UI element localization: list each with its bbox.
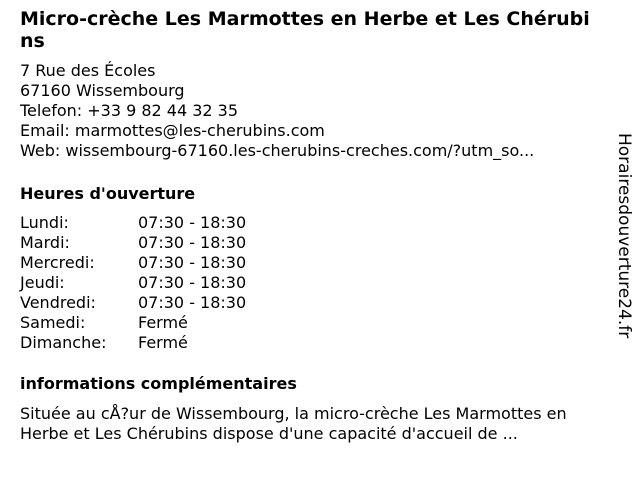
day-hours: Fermé: [138, 333, 188, 352]
address-block: [20, 61, 600, 161]
listing-title: Micro-crèche Les Marmottes en Herbe et Les Chérubins: [20, 8, 590, 52]
hours-row-tuesday: [20, 233, 246, 253]
day-hours: 07:30 - 18:30: [138, 293, 247, 312]
day-label: Vendredi:: [20, 293, 96, 312]
city-postcode: 67160 Wissembourg: [20, 81, 185, 100]
day-label: Samedi:: [20, 313, 86, 332]
additional-info-text: Située au cÅ?ur de Wissembourg, la micro-crèche Les Marmottes en Herbe et Les Chérubins dispose d'une capacité d'accueil de ...: [20, 404, 567, 443]
hours-row-friday: [20, 293, 246, 313]
site-watermark: Horairesdouverture24.fr: [614, 133, 634, 339]
day-label: Jeudi:: [20, 273, 65, 292]
day-hours: 07:30 - 18:30: [138, 273, 247, 292]
day-hours: 07:30 - 18:30: [138, 253, 247, 272]
opening-hours-table: [20, 213, 246, 353]
additional-info-heading: informations complémentaires: [20, 374, 297, 393]
listing-card: [20, 8, 600, 161]
email-line: Email: marmottes@les-cherubins.com: [20, 121, 325, 140]
hours-row-wednesday: [20, 253, 246, 273]
street-address: 7 Rue des Écoles: [20, 61, 156, 80]
day-label: Mercredi:: [20, 253, 95, 272]
day-hours: 07:30 - 18:30: [138, 213, 247, 232]
day-hours: 07:30 - 18:30: [138, 233, 247, 252]
phone-line: Telefon: +33 9 82 44 32 35: [20, 101, 239, 120]
day-hours: Fermé: [138, 313, 188, 332]
hours-row-monday: [20, 213, 246, 233]
opening-hours-heading: Heures d'ouverture: [20, 184, 196, 203]
web-line: Web: wissembourg-67160.les-cherubins-creches.com/?utm_so...: [20, 141, 535, 160]
day-label: Lundi:: [20, 213, 69, 232]
hours-row-thursday: [20, 273, 246, 293]
hours-row-sunday: [20, 333, 246, 353]
hours-row-saturday: [20, 313, 246, 333]
day-label: Dimanche:: [20, 333, 107, 352]
day-label: Mardi:: [20, 233, 70, 252]
